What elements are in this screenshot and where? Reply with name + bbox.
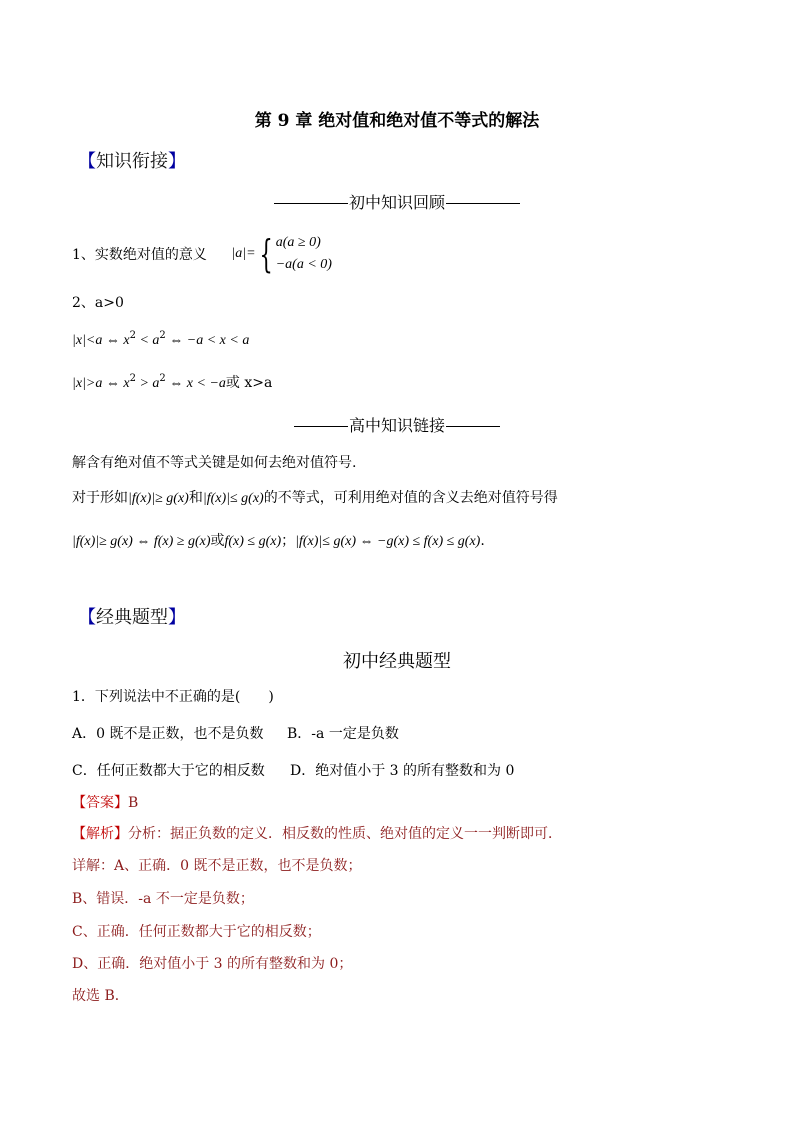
divider-rule-right xyxy=(446,426,500,427)
heading-bracket-close: 】 xyxy=(168,151,186,172)
rule2-part-a: |x|>a ⇔ x xyxy=(72,376,130,391)
answer-value: B xyxy=(128,795,139,811)
junior-classic-subheading: 初中经典题型 xyxy=(343,651,451,672)
answer-line xyxy=(72,792,138,812)
p2-text-b: 和 xyxy=(188,490,203,506)
divider-label: 高中知识链接 xyxy=(348,416,445,435)
item1-definition xyxy=(72,232,332,276)
p3-or: 或 xyxy=(210,533,225,549)
heading-text: 经典题型 xyxy=(96,607,168,628)
rule2-or: 或 x>a xyxy=(225,375,273,391)
senior-paragraph-2 xyxy=(72,487,558,507)
heading-bracket-open: 【 xyxy=(78,607,96,628)
rule-less-than xyxy=(72,330,249,349)
rule1-sup-a: 2 xyxy=(129,330,136,341)
piecewise-formula xyxy=(231,232,332,276)
junior-review-divider xyxy=(0,190,794,213)
rule2-sup-b: 2 xyxy=(159,373,166,384)
analysis-line xyxy=(72,823,562,843)
section-heading-knowledge xyxy=(78,147,186,173)
rule2-part-b: > a xyxy=(135,376,160,391)
detail-line-4: D、正确．绝对值小于 3 的所有整数和为 0； xyxy=(72,956,353,972)
divider-label: 初中知识回顾 xyxy=(348,193,445,212)
piecewise-cases xyxy=(276,232,332,276)
rule1-part-c: ⇔ −a < x < a xyxy=(165,333,250,348)
senior-paragraph-3 xyxy=(72,530,485,550)
p2-text-c: 的不等式，可利用绝对值的含义去绝对值符号得 xyxy=(263,490,558,506)
conclusion-line: 故选 B． xyxy=(72,988,129,1004)
divider-rule-left xyxy=(274,203,348,204)
heading-bracket-close: 】 xyxy=(168,607,186,628)
answer-label: 【答案】 xyxy=(72,795,128,811)
option-d: D．绝对值小于 3 的所有整数和为 0 xyxy=(290,763,515,779)
option-c: C．任何正数都大于它的相反数 xyxy=(72,763,265,779)
item1-label: 1、实数绝对值的意义 xyxy=(72,247,207,263)
p3-separator: ； xyxy=(281,533,296,549)
rule1-sup-b: 2 xyxy=(159,330,166,341)
heading-bracket-open: 【 xyxy=(78,151,96,172)
item2-label: 2、a>0 xyxy=(72,295,124,311)
rule-greater-than xyxy=(72,372,272,392)
p3-formula-2: f(x) ≤ g(x) xyxy=(224,534,282,549)
case-positive: a(a ≥ 0) xyxy=(275,235,321,250)
p2-formula-2: |f(x)|≤ g(x) xyxy=(202,491,264,506)
rule2-sup-a: 2 xyxy=(129,373,136,384)
case-negative: −a(a < 0) xyxy=(275,257,332,272)
heading-text: 知识衔接 xyxy=(96,151,168,172)
option-b: B．-a 一定是负数 xyxy=(287,726,399,742)
rule1-part-b: < a xyxy=(135,333,160,348)
analysis-label: 【解析】 xyxy=(72,826,128,842)
option-a: A．0 既不是正数，也不是负数 xyxy=(72,726,264,742)
detail-line-2: B、错误．-a 不一定是负数； xyxy=(72,891,254,907)
rule1-part-a: |x|<a ⇔ x xyxy=(72,333,130,348)
rule2-part-c: ⇔ x < −a xyxy=(165,376,226,391)
divider-rule-left xyxy=(294,426,348,427)
p2-text-a: 对于形如 xyxy=(72,490,128,506)
senior-link-divider xyxy=(0,413,794,436)
question-1: 1．下列说法中不正确的是( ) xyxy=(72,689,274,705)
detail-line-1: 详解：A、正确．0 既不是正数，也不是负数； xyxy=(72,858,362,874)
p3-end: . xyxy=(480,533,485,549)
senior-paragraph-1: 解含有绝对值不等式关键是如何去绝对值符号. xyxy=(72,455,357,471)
divider-rule-right xyxy=(446,203,520,204)
p3-formula-3: |f(x)|≤ g(x) ⇔ −g(x) ≤ f(x) ≤ g(x) xyxy=(295,534,481,549)
section-heading-classic xyxy=(78,603,186,629)
brace-symbol: { xyxy=(258,232,273,276)
analysis-text: 分析：据正负数的定义．相反数的性质、绝对值的定义一一判断即可． xyxy=(128,826,562,842)
p2-formula-1: |f(x)|≥ g(x) xyxy=(128,491,189,506)
p3-formula-1: |f(x)|≥ g(x) ⇔ f(x) ≥ g(x) xyxy=(72,534,211,549)
page-title: 第 9 章 绝对值和绝对值不等式的解法 xyxy=(254,111,540,131)
detail-line-3: C、正确．任何正数都大于它的相反数； xyxy=(72,924,321,940)
piecewise-lhs: |a|= xyxy=(231,246,256,261)
